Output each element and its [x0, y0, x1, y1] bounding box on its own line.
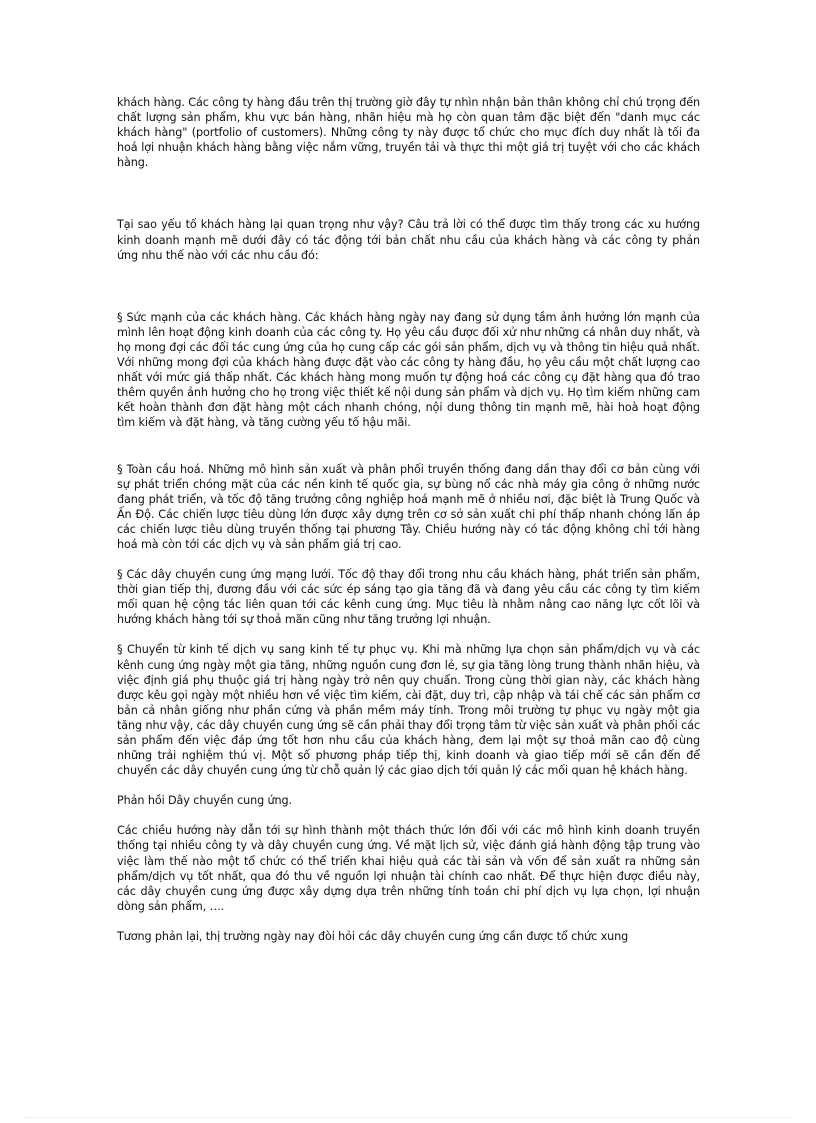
paragraph-spacer — [117, 808, 700, 823]
document-body — [117, 95, 700, 944]
paragraph-spacer — [117, 778, 700, 793]
paragraph-customer-power: § Sức mạnh của các khách hàng. Các khách hàng ngày nay đang sử dụng tầm ảnh hưởng lớn mạnh của mình lên hoạt động kinh doanh của các công ty. Họ yêu cầu được đối xử như những cá nhân duy nhất, và họ mong đợi các đối tác cung ứng của họ cung cấp các gói sản phẩm, dịch vụ và thông tin hiệu quả nhất. Với những mong đợi của khách hàng được đặt vào các công ty hàng đầu, họ yêu cầu một chất lượng cao nhất với mức giá thấp nhất. Các khách hàng mong muốn tự động hoá các công cụ đặt hàng qua đó trao thêm quyền ảnh hưởng cho họ trong việc thiết kế nội dung sản phẩm và dịch vụ. Họ tìm kiếm những cam kết hoàn thành đơn đặt hàng một cách nhanh chóng, nội dung thông tin mạnh mẽ, hài hoà hoạt động tìm kiếm và đặt hàng, và tăng cường yếu tố hậu mãi. — [117, 310, 700, 430]
paragraph-network-supply-chains: § Các dây chuyền cung ứng mạng lưới. Tốc độ thay đổi trong nhu cầu khách hàng, phát triển sản phẩm, thời gian tiếp thị, đương đầu với các sức ép sáng tạo gia tăng đã và đang yêu cầu các công ty tìm kiếm mối quan hệ cộng tác liên quan tới các kênh cung ứng. Mục tiêu là nhằm nâng cao năng lực cốt lõi và hướng khách hàng tới sự thoả mãn cũng như tăng trưởng lợi nhuận. — [117, 568, 700, 627]
paragraph-spacer — [117, 627, 700, 642]
paragraph-globalization: § Toàn cầu hoá. Những mô hình sản xuất và phân phối truyền thống đang dần thay đổi cơ bản cùng với sự phát triển chóng mặt của các nền kinh tế quốc gia, sự bùng nổ các nhà máy gia công ở những nước đang phát triển, và tốc độ tăng trưởng công nghiệp hoá mạnh mẽ ở nhiều nơi, đặc biệt là Trung Quốc và Ấn Độ. Các chiến lược tiêu dùng lớn được xây dựng trên cơ sở sản xuất chi phí thấp nhanh chóng lấn áp các chiến lược tiêu dùng truyền thống tại phương Tây. Chiều hướng này có tác động không chỉ tới hàng hoá mà còn tới các dịch vụ và sản phẩm giá trị cao. — [117, 462, 700, 551]
paragraph-spacer — [117, 431, 700, 462]
section-heading-supply-chain-response: Phản hồi Dây chuyền cung ứng. — [117, 794, 292, 808]
paragraph-spacer — [117, 552, 700, 567]
paragraph-why-customers: Tại sao yếu tố khách hàng lại quan trọng như vậy? Câu trả lời có thể được tìm thấy trong các xu hướng kinh doanh mạnh mẽ dưới đây có tác động tới bản chất nhu cầu của khách hàng và các công ty phản ứng nhu thế nào với các nhu cầu đó: — [117, 218, 700, 262]
page-bottom-divider — [24, 1117, 792, 1118]
paragraph-spacer — [117, 914, 700, 929]
paragraph-spacer — [117, 170, 700, 217]
paragraph-spacer — [117, 263, 700, 310]
paragraph-self-service-economy: § Chuyển từ kinh tế dịch vụ sang kinh tế tự phục vụ. Khi mà những lựa chọn sản phẩm/dịch vụ và các kênh cung ứng ngày một gia tăng, những nguồn cung đơn lẻ, sự gia tăng lòng trung thành nhãn hiệu, và việc định giá phụ thuộc giá trị hàng ngày trở nên quy chuẩn. Trong cùng thời gian này, các khách hàng được kêu gọi ngày một nhiều hơn về việc tìm kiếm, cài đặt, duy trì, cập nhập và tái chế các sản phẩm cơ bản cả nhân giống như phần cứng và phần mềm máy tính. Trong môi trường tự phục vụ ngày một gia tăng như vậy, các dây chuyền cung ứng sẽ cần phải thay đổi trọng tâm từ việc sản xuất và phân phối các sản phẩm đến việc đáp ứng tốt hơn nhu cầu của khách hàng, đem lại một sự thoả mãn cao độ cùng những trải nghiệm thú vị. Một số phương pháp tiếp thị, kinh doanh và giao tiếp mới sẽ cần đến để chuyển các dây chuyền cung ứng từ chỗ quản lý các giao dịch tới quản lý các mối quan hệ khách hàng. — [117, 643, 700, 778]
paragraph-challenge: Các chiều hướng này dẫn tới sự hình thành một thách thức lớn đối với các mô hình kinh doanh truyền thống tại nhiều công ty và dây chuyền cung ứng. Về mặt lịch sử, việc đánh giá hành động tập trung vào việc làm thế nào một tổ chức có thể triển khai hiệu quả các tài sản và vốn để sản xuất ra những sản phẩm/dịch vụ tốt nhất, qua đó thu về nguồn lợi nhuận tài chính cao nhất. Để thực hiện được điều này, các dây chuyền cung ứng được xây dựng dựa trên những tính toán chi phí dịch vụ lựa chọn, lợi nhuận dòng sản phẩm, …. — [117, 824, 700, 913]
paragraph-contrast: Tương phản lại, thị trường ngày nay đòi hỏi các dây chuyền cung ứng cần được tổ chức xung — [117, 929, 629, 943]
paragraph-customer-portfolio: khách hàng. Các công ty hàng đầu trên thị trường giờ đây tự nhìn nhận bản thân không chỉ chú trọng đến chất lượng sản phẩm, khu vực bán hàng, nhãn hiệu mà họ còn quan tâm đặc biệt đến "danh mục các khách hàng" (portfolio of customers). Những công ty này được tổ chức cho mục đích duy nhất là tối đa hoá lợi nhuận khách hàng bằng việc nắm vững, truyền tải và thực thi một giá trị tuyệt với cho các khách hàng. — [117, 96, 700, 170]
